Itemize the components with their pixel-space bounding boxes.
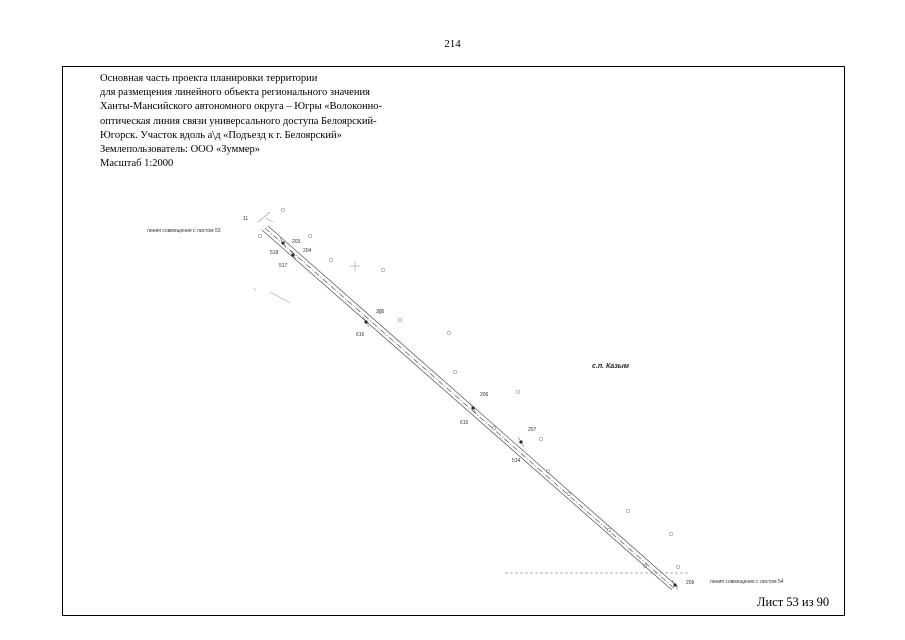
match-label-bottom: линия совмещения с листом 54: [710, 579, 784, 585]
route-point-label: 209: [686, 580, 695, 586]
vegetation-symbols: [258, 208, 680, 569]
tree-icon: [676, 565, 680, 569]
route-point-sublabel: 514: [512, 458, 521, 464]
match-label-top: линия совмещения с листом 53: [147, 228, 221, 234]
tree-icon: [447, 331, 451, 335]
route-point-label: 206: [480, 392, 489, 398]
route-point-label: 207: [528, 427, 537, 433]
corridor-edge-left: [262, 230, 672, 590]
tree-icon: [398, 318, 402, 322]
title-line: оптическая линия связи универсального доступа Белоярский-: [100, 115, 377, 127]
tree-icon: [258, 234, 262, 238]
route-point-sublabel: 518: [270, 250, 279, 256]
route-point-label: 204: [303, 248, 312, 254]
route-point-sublabel: 615: [460, 420, 469, 426]
page-number: 214: [444, 38, 461, 50]
tree-icon: [308, 234, 312, 238]
title-line: Ханты-Мансийского автономного округа – Югры «Волоконно-: [100, 101, 382, 113]
tree-icon: [329, 258, 333, 262]
title-line: для размещения линейного объекта регионального значения: [100, 87, 370, 99]
tree-icon: [453, 370, 457, 374]
title-line: Землепользователь: ООО «Зуммер»: [100, 144, 261, 156]
settlement-label: с.п. Казым: [592, 363, 629, 370]
route-point: [512, 427, 537, 464]
tree-icon: [626, 509, 630, 513]
route-point: [460, 392, 489, 426]
scale-line: Масштаб 1:2000: [100, 158, 174, 170]
route-point-label: 203: [292, 239, 301, 245]
title-line: Югорск. Участок вдоль а\д «Подъезд к г. Белоярский»: [100, 129, 342, 141]
tree-icon: [492, 426, 496, 430]
corridor-tick: [258, 212, 270, 222]
tree-icon: [381, 268, 385, 272]
route-point-sublabel: 616: [356, 332, 365, 338]
tree-icon: [669, 532, 673, 536]
route-corridor: [258, 212, 678, 590]
sheet-label: Лист 53 из 90: [757, 595, 830, 609]
title-line: Основная часть проекта планировки территории: [100, 73, 318, 84]
tree-icon: [516, 390, 520, 394]
route-point-sublabel: 517: [279, 263, 288, 269]
tree-icon: [539, 437, 543, 441]
corridor-axis: [265, 228, 675, 589]
tree-icon: [281, 208, 285, 212]
edge-label: 11: [243, 216, 249, 222]
route-point-label: 205: [376, 309, 385, 315]
corridor-ticks: [280, 238, 678, 590]
